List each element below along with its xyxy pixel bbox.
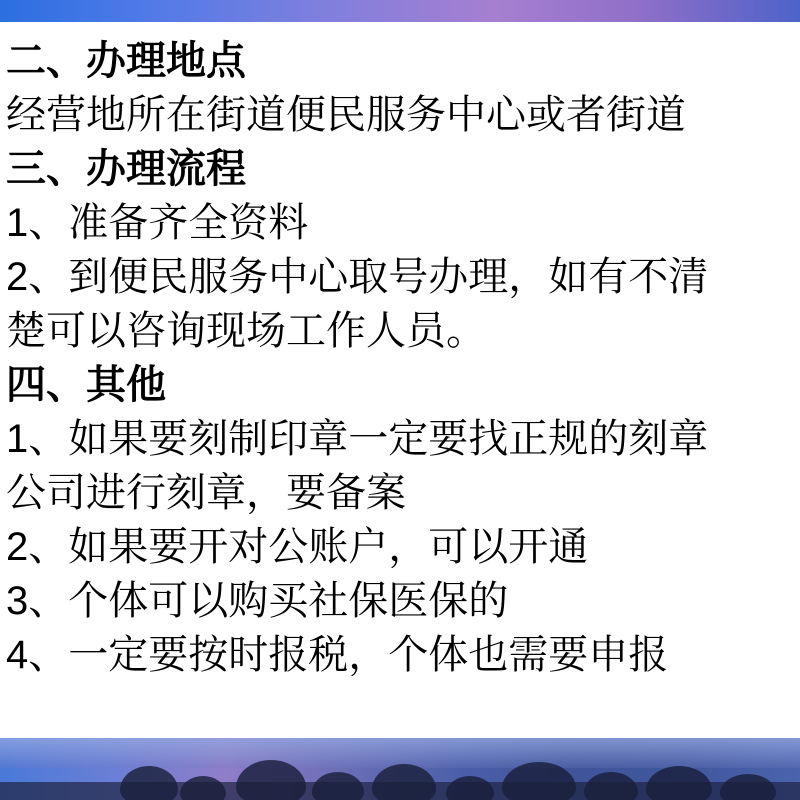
text-line-other-2: 2、如果要开对公账户，可以开通: [6, 525, 589, 569]
tree-silhouette: [120, 766, 178, 800]
text-line-heading-4: 四、其他: [6, 363, 166, 407]
text-line-location-detail: 经营地所在街道便民服务中心或者街道: [6, 93, 686, 137]
text-line-other-1b: 公司进行刻章，要备案: [6, 471, 406, 515]
text-line-heading-2: 二、办理地点: [6, 39, 246, 83]
slide-text-body: [0, 22, 800, 738]
tree-silhouette: [312, 772, 364, 800]
text-line-step-2a: 2、到便民服务中心取号办理，如有不清: [6, 255, 709, 299]
tree-silhouette: [584, 772, 638, 800]
tree-silhouette: [180, 776, 226, 800]
tree-silhouette: [446, 776, 494, 800]
tree-silhouette: [646, 766, 712, 800]
text-line-step-1: 1、准备齐全资料: [6, 201, 309, 245]
text-line-step-2b: 楚可以咨询现场工作人员。: [6, 309, 486, 353]
text-line-other-1a: 1、如果要刻制印章一定要找正规的刻章: [6, 417, 709, 461]
tree-silhouette: [720, 774, 776, 800]
bottom-photo-band: [0, 738, 800, 800]
text-line-other-4: 4、一定要按时报税，个体也需要申报: [6, 633, 669, 677]
tree-silhouette: [372, 764, 436, 800]
top-gradient-banner: [0, 0, 800, 22]
text-line-other-3: 3、个体可以购买社保医保的: [6, 579, 509, 623]
text-line-heading-3: 三、办理流程: [6, 147, 246, 191]
